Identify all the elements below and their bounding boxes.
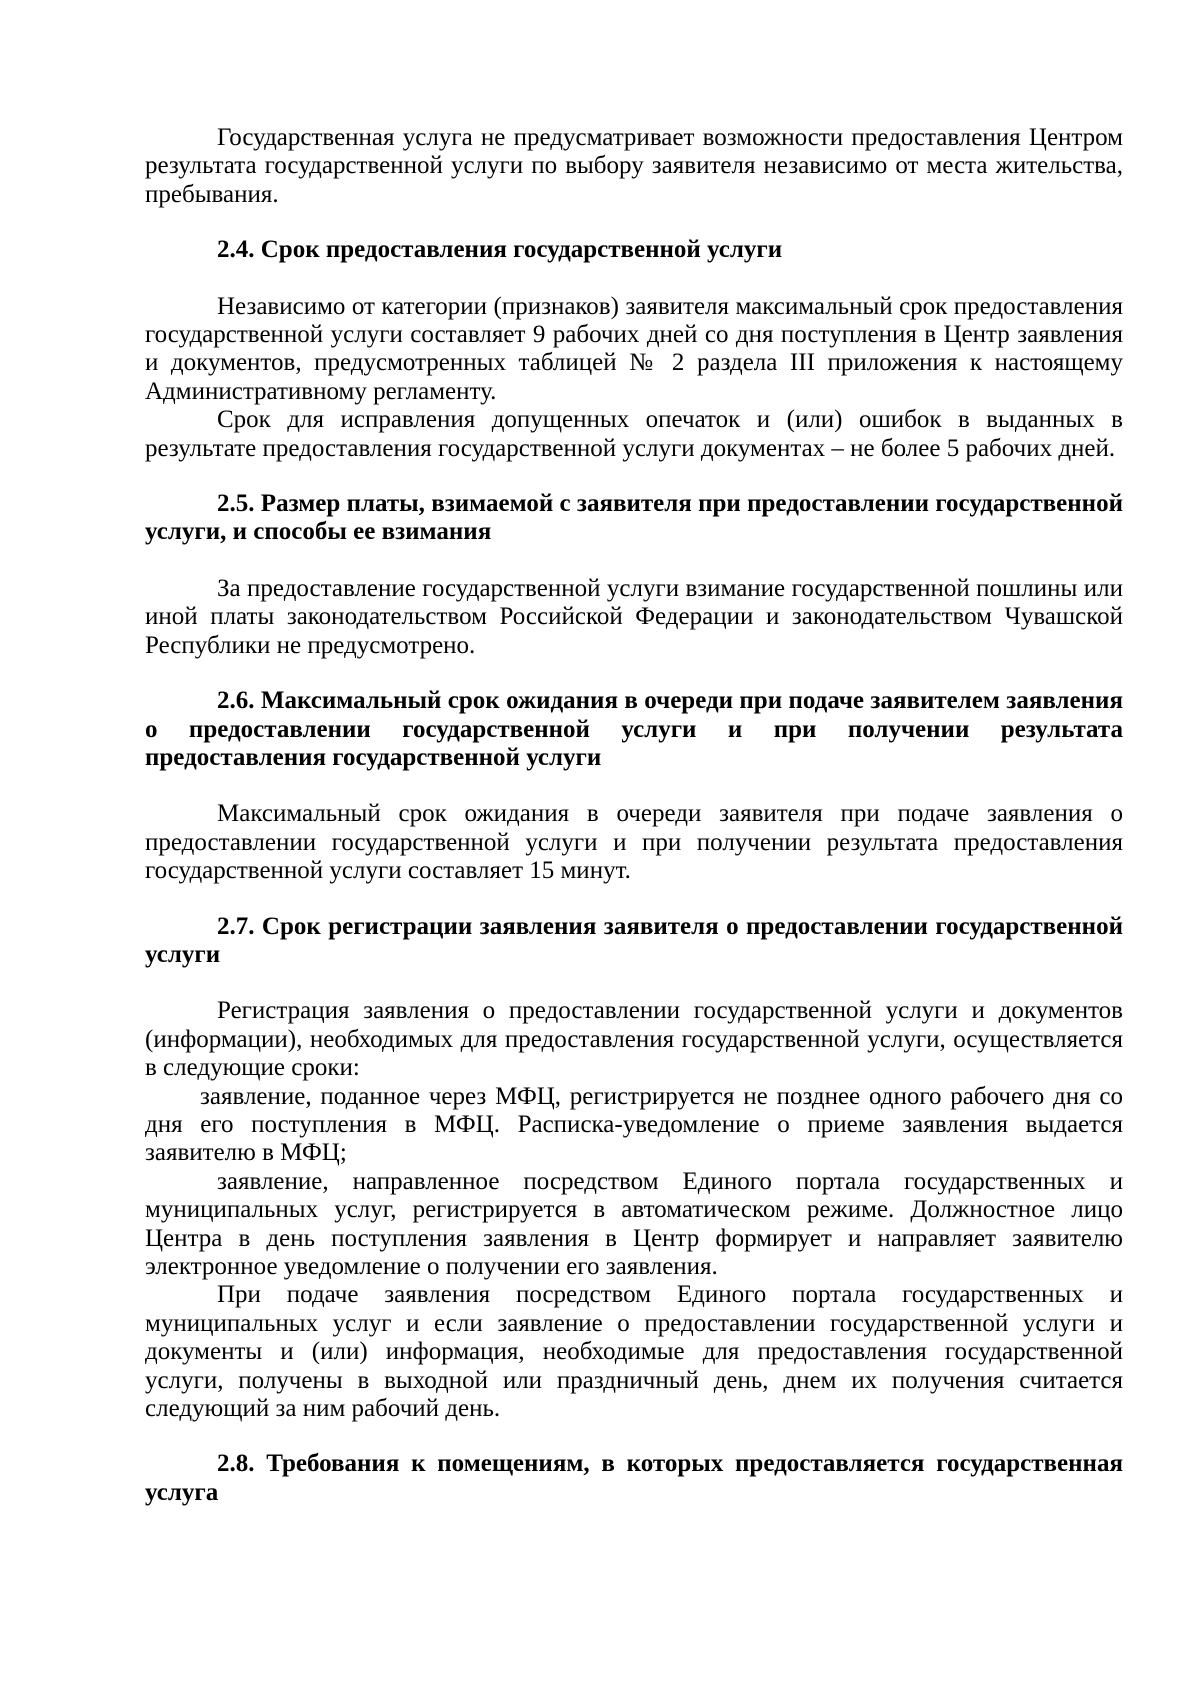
section-2-4-heading: 2.4. Срок предоставления государственной услуги xyxy=(217,236,783,264)
document-body xyxy=(145,124,1123,1507)
section-2-5-paragraph-1: За предоставление государственной услуги взимание государственной пошлины или иной платы законодательством Российской Федерации и законодательством Чувашской Республики не предусмотрено. xyxy=(145,574,1123,659)
section-2-7-paragraph-3: заявление, направленное посредством Единого портала государственных и муниципальных услуг, регистрируется в автоматическом режиме. Должностное лицо Центра в день поступления заявления в Центр формирует и направляет заявителю электронное уведомление о получении его заявления. xyxy=(145,1167,1123,1280)
intro-paragraph: Государственная услуга не предусматривает возможности предоставления Центром результата государственной услуги по выбору заявителя независимо от места жительства, пребывания. xyxy=(145,124,1123,208)
section-2-6-paragraph-1: Максимальный срок ожидания в очереди заявителя при подаче заявления о предоставлении государственной услуги и при получении результата предоставления государственной услуги составляет 15 минут. xyxy=(145,800,1123,885)
section-2-5-heading: 2.5. Размер платы, взимаемой с заявителя при предоставлении государственной услуги, и способы ее взимания xyxy=(145,490,1123,546)
section-2-4-paragraph-2: Срок для исправления допущенных опечаток и (или) ошибок в выданных в результате предоставления государственной услуги документах – не более 5 рабочих дней. xyxy=(145,406,1123,462)
section-2-8-heading: 2.8. Требования к помещениям, в которых предоставляется государственная услуга xyxy=(145,1450,1123,1506)
section-2-7-paragraph-2: заявление, поданное через МФЦ, регистрируется не позднее одного рабочего дня со дня его поступления в МФЦ. Расписка-уведомление о приеме заявления выдается заявителю в МФЦ; xyxy=(145,1082,1123,1167)
section-2-7-paragraph-4: При подаче заявления посредством Единого портала государственных и муниципальных услуг и если заявление о предоставлении государственной услуги и документы и (или) информация, необходимые для предоставления государственной услуги, получены в выходной или праздничный день, днем их получения считается следующий за ним рабочий день. xyxy=(145,1281,1123,1423)
section-2-6-heading: 2.6. Максимальный срок ожидания в очереди при подаче заявителем заявления о предоставлении государственной услуги и при получении результата предоставления государственной услуги xyxy=(145,687,1123,771)
section-2-4-paragraph-1: Независимо от категории (признаков) заявителя максимальный срок предоставления государственной услуги составляет 9 рабочих дней со дня поступления в Центр заявления и документов, предусмотренных таблицей № 2 раздела III приложения к настоящему Административному регламенту. xyxy=(145,292,1123,405)
section-2-7-paragraph-1: Регистрация заявления о предоставлении государственной услуги и документов (информации), необходимых для предоставления государственной услуги, осуществляется в следующие сроки: xyxy=(145,997,1123,1082)
section-2-7-heading: 2.7. Срок регистрации заявления заявителя о предоставлении государственной услуги xyxy=(145,912,1123,968)
